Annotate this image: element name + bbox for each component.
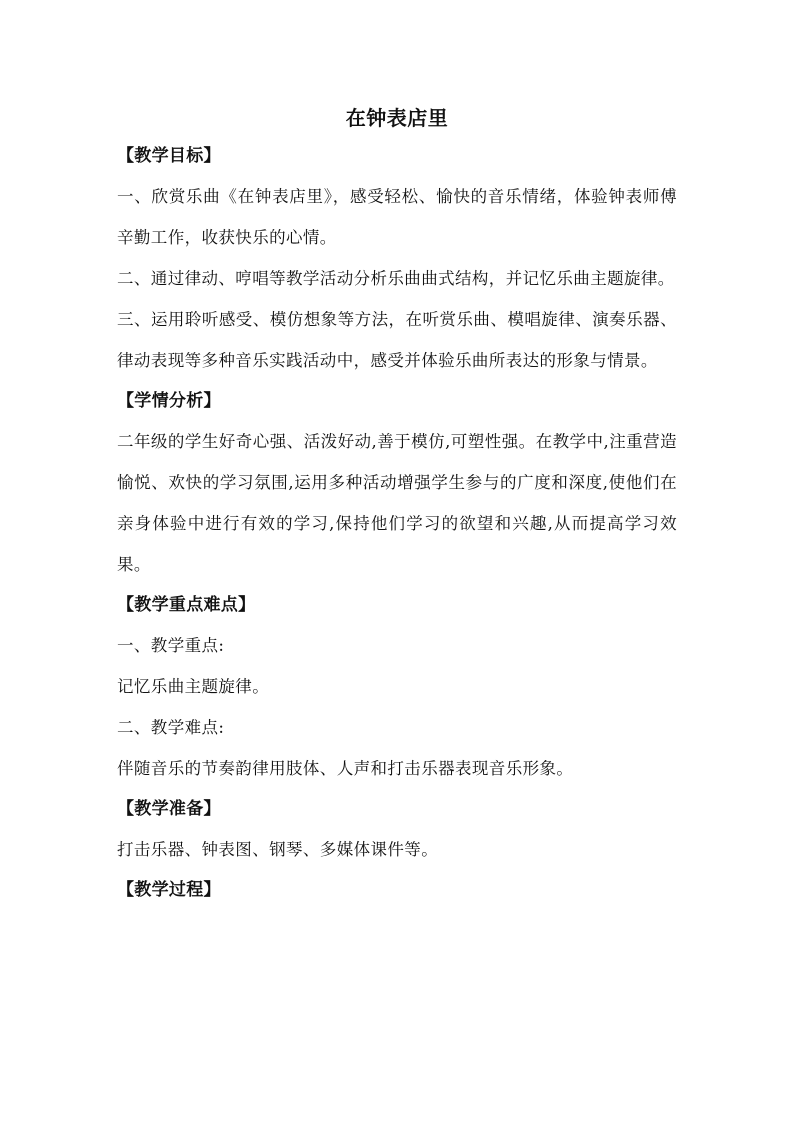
focus-label: 一、教学重点:	[117, 636, 225, 655]
heading-process: 【教学过程】	[117, 880, 221, 900]
objective-item-2: 二、通过律动、哼唱等教学活动分析乐曲曲式结构，并记忆乐曲主题旋律。	[117, 269, 675, 288]
document-content	[117, 100, 677, 910]
difficulty-text: 伴随音乐的节奏韵律用肢体、人声和打击乐器表现音乐形象。	[117, 759, 574, 778]
difficulty-label: 二、教学难点:	[117, 718, 225, 737]
document-title: 在钟表店里	[345, 106, 449, 130]
heading-key-points: 【教学重点难点】	[117, 595, 256, 615]
objective-item-3: 三、运用聆听感受、模仿想象等方法，在听赏乐曲、模唱旋律、演奏乐器、律动表现等多种音乐实践活动中，感受并体验乐曲所表达的形象与情景。	[117, 310, 677, 370]
preparation-text: 打击乐器、钟表图、钢琴、多媒体课件等。	[117, 840, 439, 859]
heading-preparation: 【教学准备】	[117, 799, 221, 819]
focus-text: 记忆乐曲主题旋律。	[117, 677, 270, 696]
analysis-paragraph: 二年级的学生好奇心强、活泼好动,善于模仿,可塑性强。在教学中,注重营造愉悦、欢快的学习氛围,运用多种活动增强学生参与的广度和深度,使他们在亲身体验中进行有效的学习,保持他们学习的欲望和兴趣,从而提高学习效果。	[117, 432, 677, 574]
heading-analysis: 【学情分析】	[117, 391, 221, 411]
heading-objectives: 【教学目标】	[117, 146, 221, 166]
objective-item-1: 一、欣赏乐曲《在钟表店里》，感受轻松、愉快的音乐情绪，体验钟表师傅辛勤工作，收获快乐的心情。	[117, 187, 677, 247]
